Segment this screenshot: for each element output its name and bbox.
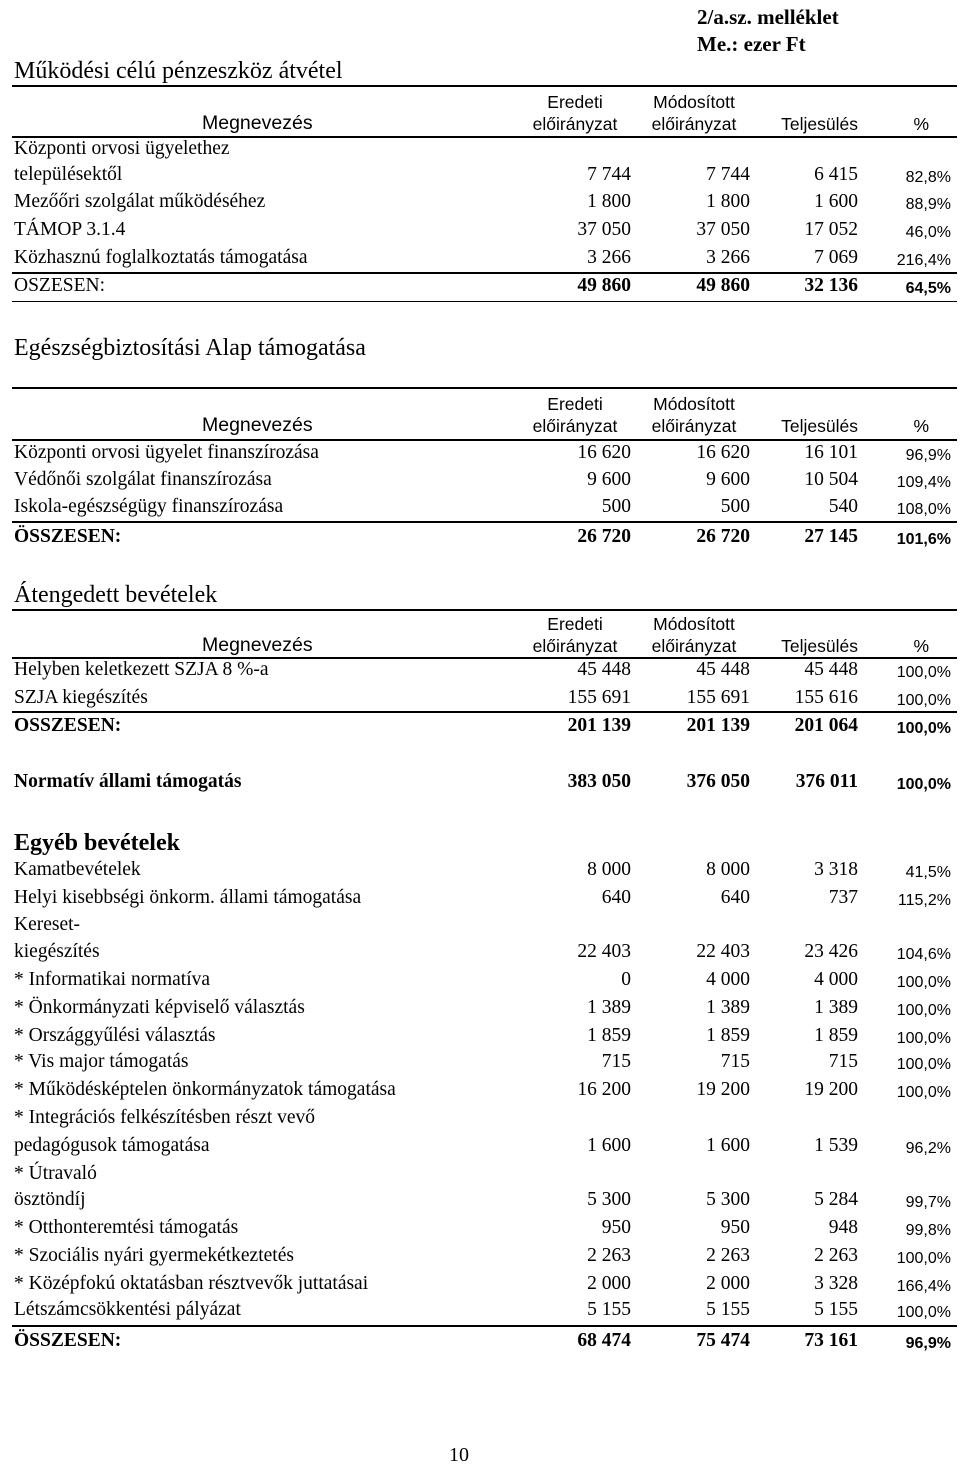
row-label: Kereset-	[14, 914, 81, 935]
cell-modified: 1 800	[706, 191, 750, 212]
page-number: 10	[449, 1444, 469, 1466]
cell-modified: 500	[720, 496, 750, 517]
section-title-eb-alap: Egészségbiztosítási Alap támogatása	[14, 335, 366, 361]
table-row	[12, 135, 957, 163]
cell-original: 5 300	[587, 1189, 631, 1210]
total-row	[12, 712, 957, 740]
row-label: * Otthonteremtési támogatás	[14, 1217, 239, 1238]
cell-modified: 201 139	[686, 715, 750, 736]
col-original-header: Eredeti előirányzat	[532, 614, 618, 656]
row-label: Iskola-egészségügy finanszírozása	[14, 496, 284, 517]
table-row	[12, 656, 957, 684]
cell-done: 45 448	[804, 659, 858, 680]
cell-done: 5 155	[814, 1299, 858, 1320]
cell-done: 10 504	[804, 469, 858, 490]
row-label: Létszámcsökkentési pályázat	[14, 1299, 241, 1320]
row-label: SZJA kiegészítés	[14, 687, 148, 708]
row-label: kiegészítés	[14, 941, 100, 962]
total-row	[12, 272, 957, 300]
table-row	[12, 966, 957, 994]
row-label: * Országgyűlési választás	[14, 1025, 216, 1046]
cell-original: 640	[601, 887, 631, 908]
cell-done: 27 145	[804, 526, 858, 547]
table-row	[12, 493, 957, 521]
table-row	[12, 994, 957, 1022]
cell-original: 0	[621, 969, 631, 990]
cell-done: 1 859	[814, 1025, 858, 1046]
col-modified-header: Módosított előirányzat	[651, 394, 737, 436]
cell-done: 1 600	[814, 191, 858, 212]
table-row	[12, 684, 957, 712]
row-label: * Vis major támogatás	[14, 1051, 189, 1072]
table-row	[12, 1104, 957, 1132]
cell-pct: 99,8%	[905, 1222, 951, 1239]
cell-modified: 3 266	[706, 247, 750, 268]
col-name-header: Megnevezés	[202, 634, 313, 656]
cell-done: 3 328	[814, 1273, 858, 1294]
annex-number: 2/a.sz. melléklet	[697, 5, 839, 29]
cell-pct: 88,9%	[905, 196, 951, 213]
total-row	[12, 523, 957, 551]
cell-modified: 75 474	[696, 1330, 750, 1351]
table-row	[12, 1132, 957, 1160]
cell-done: 201 064	[794, 715, 858, 736]
table-row	[12, 1160, 957, 1188]
cell-modified: 5 155	[706, 1299, 750, 1320]
cell-done: 1 539	[814, 1135, 858, 1156]
cell-modified: 4 000	[706, 969, 750, 990]
cell-pct: 46,0%	[905, 224, 951, 241]
cell-modified: 640	[720, 887, 750, 908]
cell-done: 4 000	[814, 969, 858, 990]
row-label: OSZESEN:	[14, 275, 106, 296]
cell-original: 3 266	[587, 247, 631, 268]
table-row	[12, 1270, 957, 1298]
table-header	[12, 86, 957, 136]
table-row	[12, 244, 957, 272]
row-label: ÖSSZESEN:	[14, 526, 122, 547]
table-row	[12, 466, 957, 494]
cell-modified: 950	[720, 1217, 750, 1238]
cell-original: 383 050	[567, 771, 631, 792]
table-row	[12, 938, 957, 966]
cell-pct: 100,0%	[896, 1250, 951, 1267]
cell-original: 45 448	[577, 659, 631, 680]
cell-original: 7 744	[587, 164, 631, 185]
cell-done: 73 161	[804, 1330, 858, 1351]
cell-modified: 9 600	[706, 469, 750, 490]
cell-pct: 100,0%	[896, 974, 951, 991]
cell-original: 715	[601, 1051, 631, 1072]
cell-original: 26 720	[577, 526, 631, 547]
table-row	[12, 1022, 957, 1050]
cell-pct: 100,0%	[896, 1002, 951, 1019]
cell-pct: 64,5%	[905, 280, 951, 297]
table-header	[12, 388, 957, 438]
cell-modified: 1 600	[706, 1135, 750, 1156]
table-row	[12, 911, 957, 939]
row-label: Helyi kisebbségi önkorm. állami támogatása	[14, 887, 362, 908]
unit-note: Me.: ezer Ft	[697, 32, 806, 56]
cell-done: 2 263	[814, 1245, 858, 1266]
cell-original: 8 000	[587, 859, 631, 880]
row-label: településektől	[14, 164, 123, 185]
cell-pct: 216,4%	[896, 252, 951, 269]
cell-pct: 115,2%	[897, 892, 951, 909]
cell-modified: 26 720	[696, 526, 750, 547]
cell-original: 37 050	[577, 219, 631, 240]
col-done-header: Teljesülés	[781, 636, 858, 656]
row-label: Közhasznú foglalkoztatás támogatása	[14, 247, 308, 268]
row-label: Központi orvosi ügyelethez	[14, 138, 230, 159]
cell-modified: 45 448	[696, 659, 750, 680]
section-title-atengedett: Átengedett bevételek	[14, 582, 218, 608]
cell-done: 5 284	[814, 1189, 858, 1210]
cell-pct: 100,0%	[896, 692, 951, 709]
cell-done: 17 052	[804, 219, 858, 240]
row-label: * Középfokú oktatásban résztvevők juttatásai	[14, 1273, 369, 1294]
row-label: Központi orvosi ügyelet finanszírozása	[14, 442, 319, 463]
cell-done: 715	[828, 1051, 858, 1072]
cell-modified: 8 000	[706, 859, 750, 880]
table-row	[12, 856, 957, 884]
cell-done: 16 101	[804, 442, 858, 463]
cell-pct: 99,7%	[905, 1194, 951, 1211]
col-pct-header: %	[913, 416, 929, 436]
row-label: ösztöndíj	[14, 1189, 86, 1210]
row-label: ÖSSZESEN:	[14, 1330, 122, 1351]
section-title-egyeb: Egyéb bevételek	[14, 830, 180, 856]
col-pct-header: %	[913, 636, 929, 656]
table-row	[12, 1296, 957, 1324]
total-row	[12, 1327, 957, 1355]
cell-modified: 1 389	[706, 997, 750, 1018]
cell-done: 1 389	[814, 997, 858, 1018]
cell-pct: 100,0%	[896, 664, 951, 681]
cell-modified: 37 050	[696, 219, 750, 240]
row-label: * Integrációs felkészítésben részt vevő	[14, 1107, 316, 1128]
cell-pct: 100,0%	[896, 776, 951, 793]
cell-original: 1 389	[587, 997, 631, 1018]
row-label: pedagógusok támogatása	[14, 1135, 210, 1156]
cell-modified: 2 263	[706, 1245, 750, 1266]
cell-original: 1 859	[587, 1025, 631, 1046]
cell-original: 155 691	[567, 687, 631, 708]
cell-done: 948	[828, 1217, 858, 1238]
table-row	[12, 1242, 957, 1270]
cell-modified: 715	[720, 1051, 750, 1072]
table-row	[12, 216, 957, 244]
cell-original: 500	[601, 496, 631, 517]
cell-pct: 96,9%	[905, 1335, 951, 1352]
cell-done: 155 616	[794, 687, 858, 708]
cell-done: 376 011	[795, 771, 858, 792]
table-header	[12, 608, 957, 658]
cell-original: 49 860	[577, 275, 631, 296]
cell-modified: 19 200	[696, 1079, 750, 1100]
table-row	[12, 1186, 957, 1214]
table-row	[12, 1048, 957, 1076]
cell-modified: 49 860	[696, 275, 750, 296]
col-original-header: Eredeti előirányzat	[532, 394, 618, 436]
cell-pct: 100,0%	[896, 1084, 951, 1101]
cell-original: 2 263	[587, 1245, 631, 1266]
normativ-row	[12, 768, 957, 796]
cell-pct: 104,6%	[896, 946, 951, 963]
col-done-header: Teljesülés	[781, 114, 858, 134]
cell-done: 19 200	[804, 1079, 858, 1100]
table-row	[12, 1076, 957, 1104]
cell-original: 201 139	[567, 715, 631, 736]
cell-modified: 155 691	[686, 687, 750, 708]
cell-pct: 82,8%	[905, 169, 951, 186]
cell-original: 22 403	[577, 941, 631, 962]
cell-original: 16 200	[577, 1079, 631, 1100]
cell-pct: 100,0%	[896, 1304, 951, 1321]
table-row	[12, 188, 957, 216]
cell-modified: 1 859	[706, 1025, 750, 1046]
row-label: Kamatbevételek	[14, 859, 141, 880]
cell-done: 3 318	[814, 859, 858, 880]
row-label: Helyben keletkezett SZJA 8 %-a	[14, 659, 269, 680]
col-name-header: Megnevezés	[202, 112, 313, 134]
row-label: Normatív állami támogatás	[14, 771, 242, 792]
row-label: Védőnői szolgálat finanszírozása	[14, 469, 272, 490]
col-modified-header: Módosított előirányzat	[651, 614, 737, 656]
cell-modified: 7 744	[706, 164, 750, 185]
row-label: * Útravaló	[14, 1163, 97, 1184]
table-row	[12, 1214, 957, 1242]
cell-pct: 166,4%	[896, 1278, 951, 1295]
cell-pct: 101,6%	[896, 531, 951, 548]
col-done-header: Teljesülés	[781, 416, 858, 436]
table-row	[12, 161, 957, 189]
cell-original: 5 155	[587, 1299, 631, 1320]
cell-original: 1 600	[587, 1135, 631, 1156]
cell-pct: 100,0%	[896, 1030, 951, 1047]
table-row	[12, 884, 957, 912]
cell-done: 7 069	[814, 247, 858, 268]
row-label: * Önkormányzati képviselő választás	[14, 997, 305, 1018]
col-pct-header: %	[913, 114, 929, 134]
cell-original: 1 800	[587, 191, 631, 212]
row-label: * Szociális nyári gyermekétkeztetés	[14, 1245, 294, 1266]
cell-pct: 100,0%	[896, 720, 951, 737]
row-label: TÁMOP 3.1.4	[14, 219, 126, 240]
row-label: OSSZESEN:	[14, 715, 122, 736]
cell-original: 16 620	[577, 442, 631, 463]
col-name-header: Megnevezés	[202, 414, 313, 436]
row-label: * Informatikai normatíva	[14, 969, 211, 990]
col-original-header: Eredeti előirányzat	[532, 92, 618, 134]
cell-modified: 16 620	[696, 442, 750, 463]
cell-original: 2 000	[587, 1273, 631, 1294]
cell-modified: 5 300	[706, 1189, 750, 1210]
cell-modified: 376 050	[686, 771, 750, 792]
cell-done: 540	[828, 496, 858, 517]
cell-pct: 96,9%	[905, 447, 951, 464]
cell-pct: 100,0%	[896, 1056, 951, 1073]
cell-pct: 41,5%	[905, 864, 951, 881]
row-label: Mezőőri szolgálat működéséhez	[14, 191, 266, 212]
cell-done: 737	[828, 887, 858, 908]
cell-pct: 109,4%	[896, 474, 951, 491]
cell-modified: 22 403	[696, 941, 750, 962]
cell-modified: 2 000	[706, 1273, 750, 1294]
row-label: * Működésképtelen önkormányzatok támogatása	[14, 1079, 396, 1100]
cell-original: 9 600	[587, 469, 631, 490]
cell-done: 6 415	[814, 164, 858, 185]
cell-original: 950	[601, 1217, 631, 1238]
section-title-penzeszkoz: Működési célú pénzeszköz átvétel	[14, 58, 343, 84]
cell-original: 68 474	[577, 1330, 631, 1351]
divider	[12, 301, 957, 302]
table-row	[12, 439, 957, 467]
cell-done: 23 426	[804, 941, 858, 962]
cell-pct: 96,2%	[905, 1140, 951, 1157]
cell-pct: 108,0%	[896, 501, 951, 518]
col-modified-header: Módosított előirányzat	[651, 92, 737, 134]
cell-done: 32 136	[804, 275, 858, 296]
